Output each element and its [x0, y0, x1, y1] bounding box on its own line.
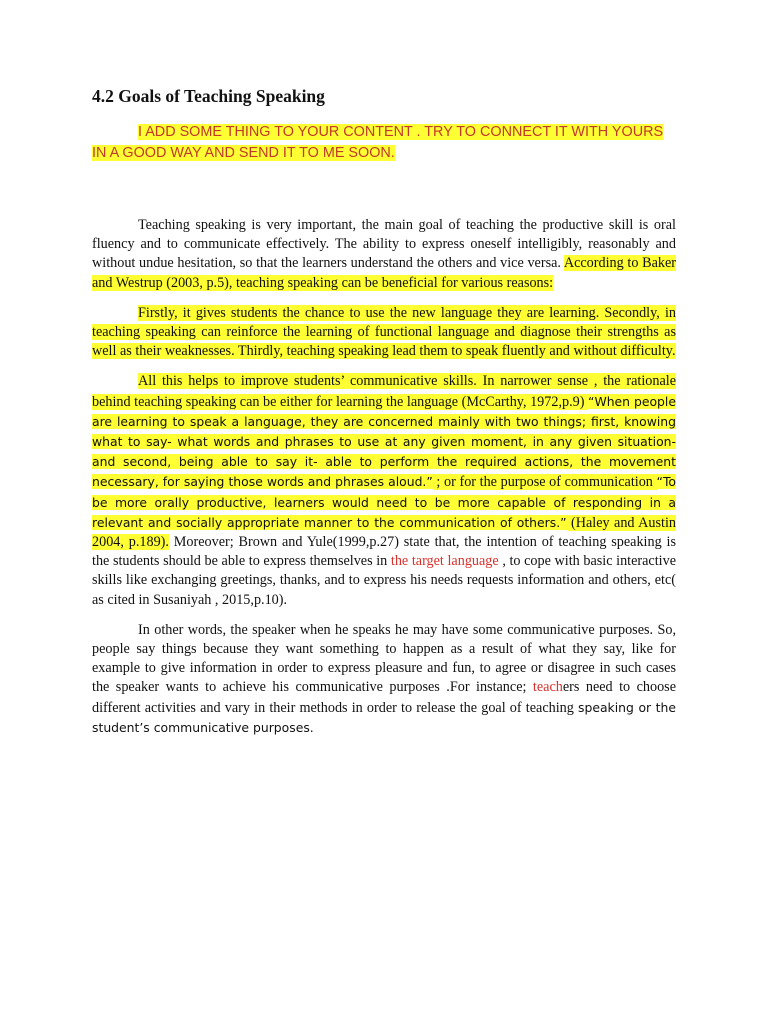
paragraph-2-highlight: Firstly, it gives students the chance to use the new language they are learning. Secondly, in teaching speaking can reinforce the learning of functional language and diagnose their strengths as well as their weaknesses. Thirdly, teaching speaking lead them to speak fluently and without difficulty.	[92, 304, 676, 360]
paragraph-3-red-text: the target language	[390, 553, 499, 570]
paragraph-4-text-middle: ers need to choose different activities and vary in their methods in order to release the goal of teaching	[92, 679, 676, 716]
paragraph-3	[92, 372, 676, 609]
paragraph-1	[92, 216, 676, 293]
paragraph-3-highlight-purpose: ; or for the purpose of communication	[432, 474, 657, 491]
paragraph-3-highlight-intro: All this helps to improve students’ communicative skills. In narrower sense , the rationale behind teaching speaking can be either for learning the language (McCarthy, 1972,p.9)	[92, 373, 676, 410]
section-heading: 4.2 Goals of Teaching Speaking	[92, 86, 325, 106]
paragraph-4-red-text: teach	[532, 679, 563, 696]
paragraph-3-citation: (Haley and Austin 2004, p.189).	[92, 514, 676, 551]
paragraph-4	[92, 621, 676, 738]
paragraph-3-text-end: , to cope with basic interactive skills like exchanging greetings, thanks, and to express his needs requests information and others, etc( as cited in Susaniyah , 2015,p.10).	[92, 553, 676, 608]
paragraph-1-text: Teaching speaking is very important, the main goal of teaching the productive skill is oral fluency and to communicate effectively. The ability to express oneself intelligibly, reasonably and without undue hesitation, so that the learners understand the others and vice versa.	[92, 217, 676, 272]
paragraph-3-quote-mccarthy: “When people are learning to speak a language, they are concerned mainly with two things; first, knowing what to say- what words and phrases to use at any given moment, in any given situation- and second, being able to say it- able to perform the required actions, the movement necessary, for saying those words and phrases aloud.”	[92, 393, 676, 490]
paragraph-2	[92, 304, 676, 362]
paragraph-3-quote-haley: “To be more orally productive, learners would need to be more capable of responding in a relevant and socially appropriate manner to the communication of others.”	[92, 474, 676, 530]
reviewer-note-text: I ADD SOME THING TO YOUR CONTENT . TRY TO CONNECT IT WITH YOURS IN A GOOD WAY AND SEND IT TO ME SOON.	[92, 124, 664, 161]
paragraph-1-highlight: According to Baker and Westrup (2003, p.5), teaching speaking can be beneficial for various reasons:	[92, 255, 677, 291]
paragraph-3-text: Moreover; Brown and Yule(1999,p.27) state that, the intention of teaching speaking is the students should be able to express themselves in	[92, 534, 676, 570]
reviewer-note	[92, 122, 676, 164]
document-page	[92, 84, 676, 749]
paragraph-4-text-end: speaking or the student’s communicative purposes.	[92, 699, 676, 735]
paragraph-4-text: In other words, the speaker when he speaks he may have some communicative purposes. So, people say things because they want something to happen as a result of what they say, like for example to give information in order to express pleasure and fun, to agree or disagree in such cases the speaker wants to achieve his communicative purposes .For instance;	[92, 621, 676, 696]
